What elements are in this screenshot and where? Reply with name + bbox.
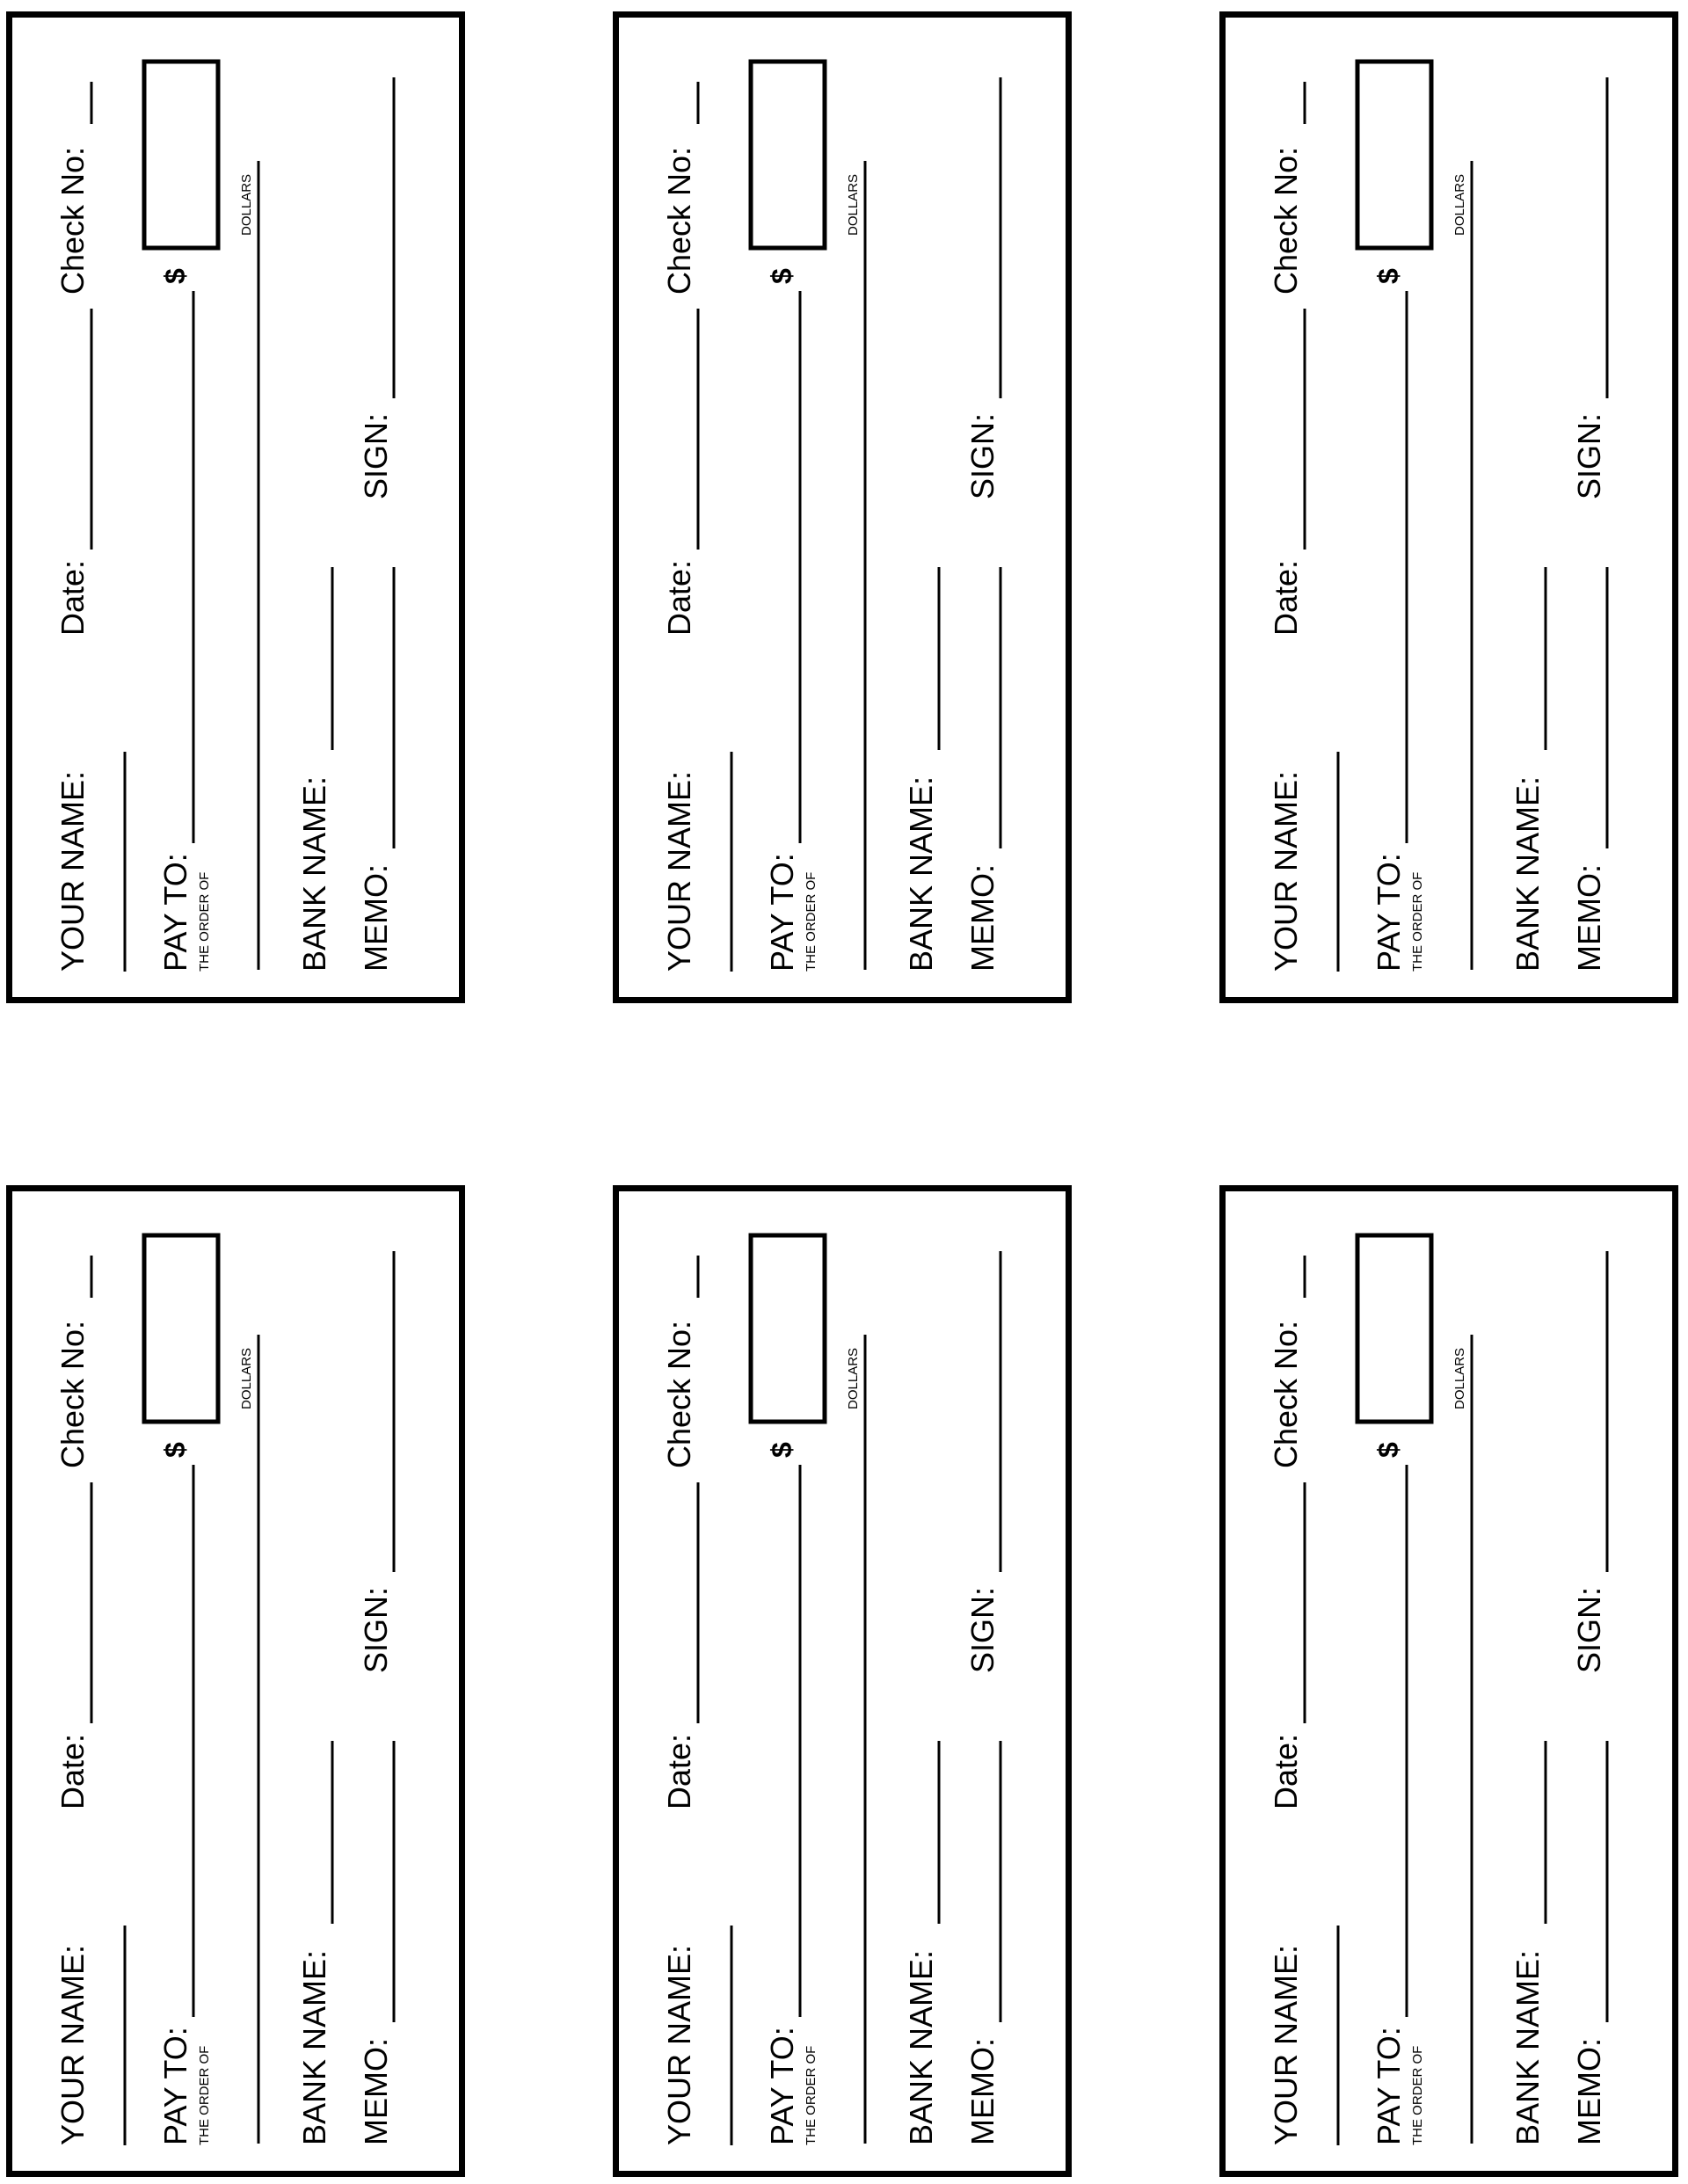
- dollar-sign: $: [766, 268, 797, 284]
- amount-box[interactable]: [144, 1235, 218, 1422]
- dollar-sign: $: [766, 1442, 797, 1458]
- amount-box[interactable]: [751, 62, 825, 248]
- order-of-label: THE ORDER OF: [1410, 871, 1425, 972]
- your-name-label: YOUR NAME:: [55, 770, 91, 972]
- check-no-label: Check No:: [661, 1320, 697, 1468]
- bank-name-label: BANK NAME:: [903, 1949, 939, 2145]
- order-of-label: THE ORDER OF: [197, 871, 212, 972]
- check-3: [1219, 11, 1678, 1003]
- check-1: [6, 11, 465, 1003]
- dollars-label: DOLLARS: [1452, 173, 1467, 236]
- check-no-label: Check No:: [1268, 146, 1304, 295]
- check-6: [1219, 1185, 1678, 2177]
- your-name-label: YOUR NAME:: [1268, 1944, 1304, 2145]
- check-artwork: [1219, 11, 1678, 1003]
- order-of-label: THE ORDER OF: [197, 2045, 212, 2145]
- date-label: Date:: [661, 1733, 697, 1809]
- memo-label: MEMO:: [964, 2038, 1000, 2145]
- amount-box[interactable]: [751, 1235, 825, 1422]
- check-no-label: Check No:: [55, 146, 91, 295]
- check-4: [6, 1185, 465, 2177]
- sign-label: SIGN:: [1571, 1586, 1607, 1673]
- bank-name-label: BANK NAME:: [296, 1949, 332, 2145]
- check-artwork: [613, 1185, 1072, 2177]
- sign-label: SIGN:: [358, 412, 394, 499]
- order-of-label: THE ORDER OF: [804, 2045, 819, 2145]
- date-label: Date:: [661, 559, 697, 636]
- pay-to-label: PAY TO:: [1371, 853, 1407, 972]
- date-label: Date:: [55, 1733, 91, 1809]
- sign-label: SIGN:: [1571, 412, 1607, 499]
- dollar-sign: $: [159, 268, 191, 284]
- dollar-sign: $: [1372, 1442, 1404, 1458]
- pay-to-label: PAY TO:: [157, 853, 193, 972]
- memo-label: MEMO:: [1571, 864, 1607, 972]
- dollars-label: DOLLARS: [846, 1347, 861, 1409]
- date-label: Date:: [1268, 1733, 1304, 1809]
- bank-name-label: BANK NAME:: [1510, 1949, 1546, 2145]
- dollars-label: DOLLARS: [1452, 1347, 1467, 1409]
- your-name-label: YOUR NAME:: [55, 1944, 91, 2145]
- amount-box[interactable]: [144, 62, 218, 248]
- bank-name-label: BANK NAME:: [296, 775, 332, 972]
- bank-name-label: BANK NAME:: [903, 775, 939, 972]
- order-of-label: THE ORDER OF: [804, 871, 819, 972]
- check-no-label: Check No:: [661, 146, 697, 295]
- check-artwork: [613, 11, 1072, 1003]
- dollars-label: DOLLARS: [239, 1347, 254, 1409]
- check-artwork: [1219, 1185, 1678, 2177]
- sign-label: SIGN:: [358, 1586, 394, 1673]
- check-no-label: Check No:: [55, 1320, 91, 1468]
- sign-label: SIGN:: [964, 1586, 1000, 1673]
- memo-label: MEMO:: [358, 864, 394, 972]
- dollar-sign: $: [1372, 268, 1404, 284]
- amount-box[interactable]: [1357, 62, 1431, 248]
- pay-to-label: PAY TO:: [157, 2027, 193, 2145]
- order-of-label: THE ORDER OF: [1410, 2045, 1425, 2145]
- check-no-label: Check No:: [1268, 1320, 1304, 1468]
- bank-name-label: BANK NAME:: [1510, 775, 1546, 972]
- dollar-sign: $: [159, 1442, 191, 1458]
- memo-label: MEMO:: [358, 2038, 394, 2145]
- dollars-label: DOLLARS: [846, 173, 861, 236]
- your-name-label: YOUR NAME:: [1268, 770, 1304, 972]
- pay-to-label: PAY TO:: [1371, 2027, 1407, 2145]
- check-2: [613, 11, 1072, 1003]
- check-artwork: [6, 11, 465, 1003]
- pay-to-label: PAY TO:: [764, 2027, 800, 2145]
- date-label: Date:: [55, 559, 91, 636]
- your-name-label: YOUR NAME:: [661, 770, 697, 972]
- memo-label: MEMO:: [964, 864, 1000, 972]
- date-label: Date:: [1268, 559, 1304, 636]
- check-5: [613, 1185, 1072, 2177]
- your-name-label: YOUR NAME:: [661, 1944, 697, 2145]
- memo-label: MEMO:: [1571, 2038, 1607, 2145]
- dollars-label: DOLLARS: [239, 173, 254, 236]
- check-artwork: [6, 1185, 465, 2177]
- amount-box[interactable]: [1357, 1235, 1431, 1422]
- sign-label: SIGN:: [964, 412, 1000, 499]
- pay-to-label: PAY TO:: [764, 853, 800, 972]
